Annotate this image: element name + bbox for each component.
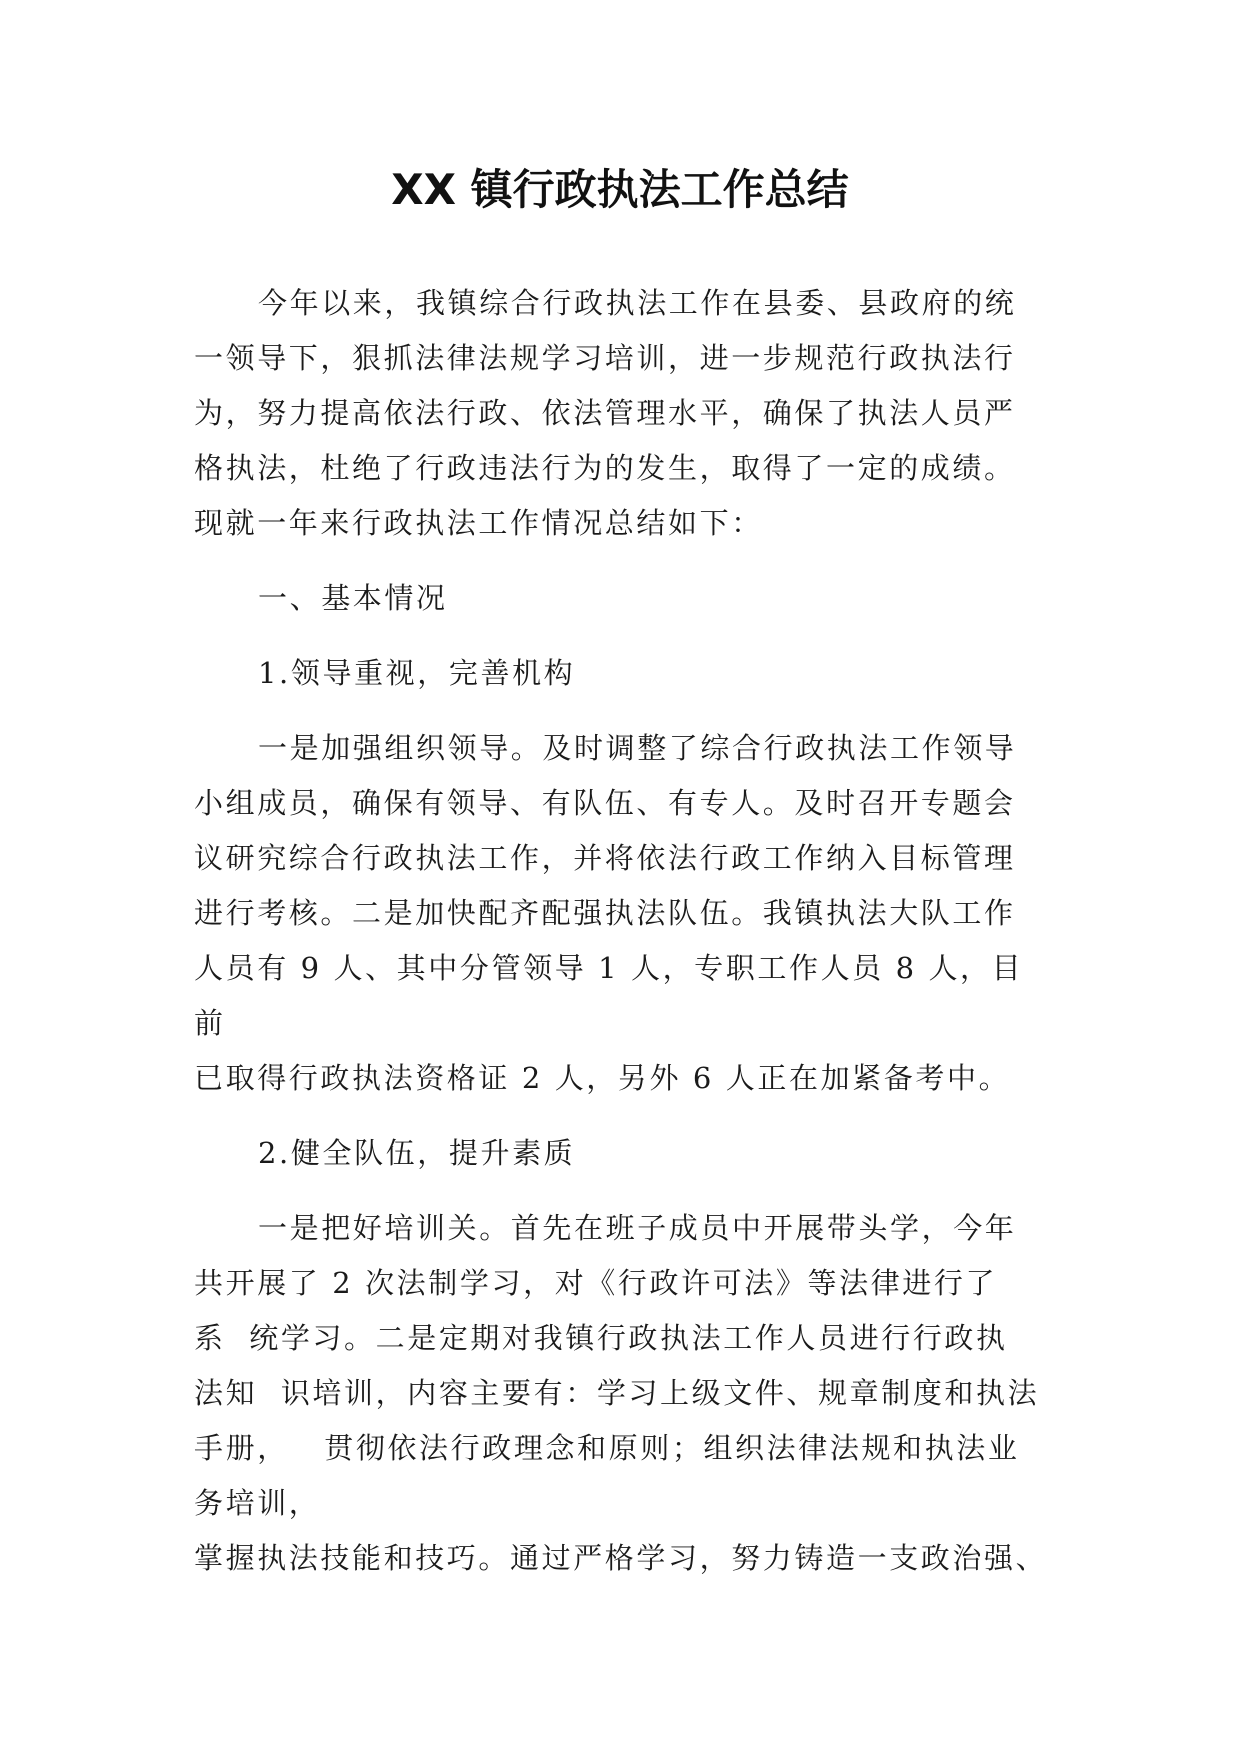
paragraph-line: 一是加强组织领导。及时调整了综合行政执法工作领导 (258, 731, 1017, 765)
paragraph-line: 系 统学习。二是定期对我镇行政执法工作人员进行行政执 (194, 1321, 1008, 1355)
paragraph-line: 议研究综合行政执法工作，并将依法行政工作纳入目标管理 (194, 841, 1016, 875)
document-title: XX 镇行政执法工作总结 (391, 165, 849, 214)
section-heading: 一、基本情况 (258, 581, 448, 615)
paragraph-line: 法知 识培训，内容主要有：学习上级文件、规章制度和执法 (194, 1376, 1040, 1410)
paragraph-line: 共开展了 2 次法制学习，对《行政许可法》等法律进行了 (194, 1266, 998, 1300)
subsection-heading: 2.健全队伍，提升素质 (258, 1136, 576, 1170)
paragraph-line: 掌握执法技能和技巧。通过严格学习，努力铸造一支政治强、 (194, 1541, 1048, 1575)
paragraph-line: 手册， 贯彻依法行政理念和原则；组织法律法规和执法业 (194, 1431, 1020, 1465)
paragraph-line: 一领导下，狠抓法律法规学习培训，进一步规范行政执法行 (194, 341, 1016, 375)
paragraph-line: 小组成员，确保有领导、有队伍、有专人。及时召开专题会 (194, 786, 1016, 820)
subsection-heading: 1.领导重视，完善机构 (258, 656, 576, 690)
paragraph-line: 为，努力提高依法行政、依法管理水平，确保了执法人员严 (194, 396, 1016, 430)
paragraph-line: 进行考核。二是加快配齐配强执法队伍。我镇执法大队工作 (194, 896, 1016, 930)
paragraph-line: 格执法，杜绝了行政违法行为的发生，取得了一定的成绩。 (194, 451, 1016, 485)
paragraph-line: 今年以来，我镇综合行政执法工作在县委、县政府的统 (258, 286, 1017, 320)
paragraph-line: 已取得行政执法资格证 2 人，另外 6 人正在加紧备考中。 (194, 1061, 1011, 1095)
paragraph-line: 务培训， (194, 1486, 321, 1520)
paragraph-line: 人员有 9 人、其中分管领导 1 人，专职工作人员 8 人，目 (194, 951, 1024, 985)
paragraph-line: 一是把好培训关。首先在班子成员中开展带头学，今年 (258, 1211, 1017, 1245)
paragraph-line: 前 (194, 1006, 226, 1040)
paragraph-line: 现就一年来行政执法工作情况总结如下： (194, 506, 763, 540)
